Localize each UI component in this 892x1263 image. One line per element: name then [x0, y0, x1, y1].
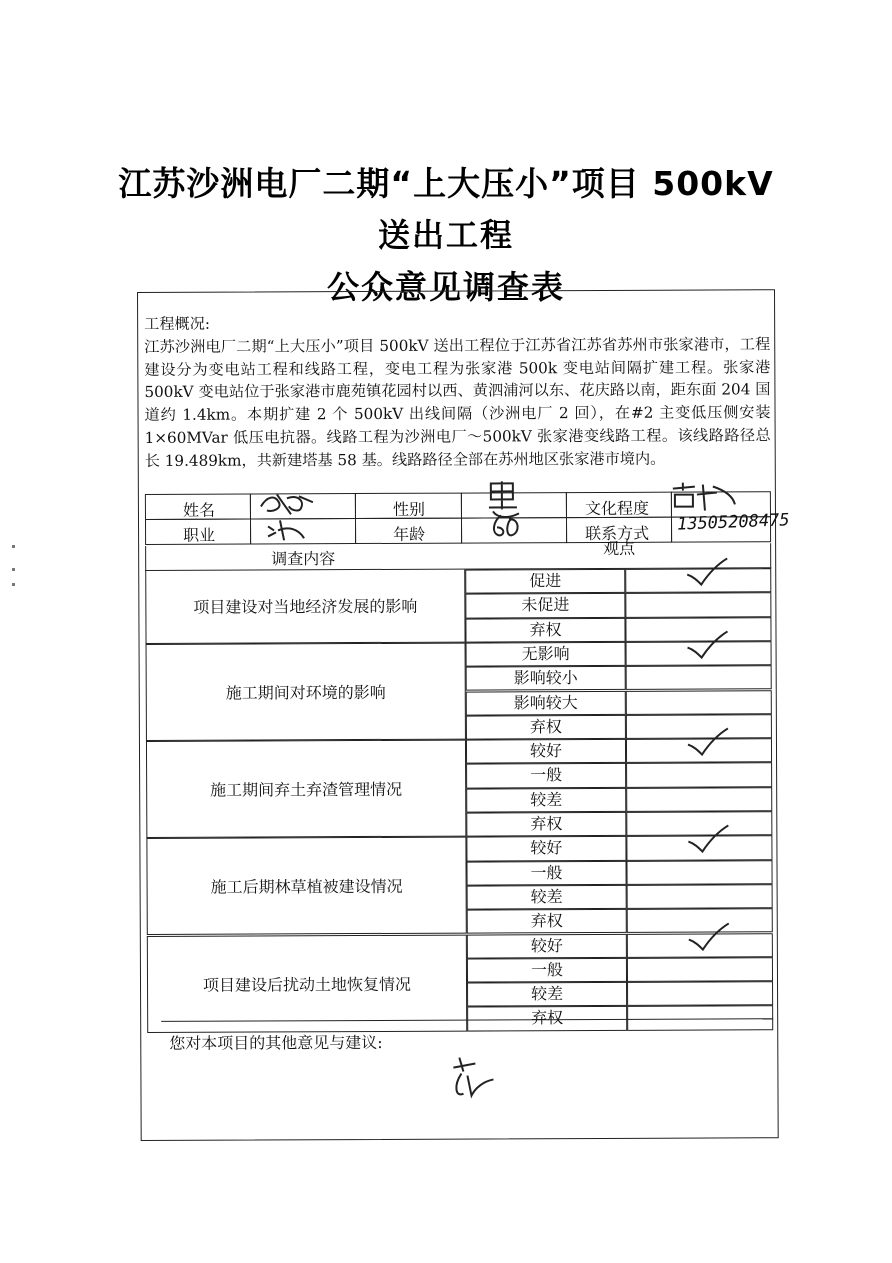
scan-mark — [12, 568, 15, 571]
survey-option-cell — [466, 860, 626, 885]
survey-checkbox-cell[interactable] — [627, 884, 773, 909]
survey-option-label: 未促进 — [521, 595, 570, 615]
contact-label: 联系方式 — [585, 523, 650, 544]
scan-mark — [12, 583, 15, 586]
checkmark-icon — [685, 556, 729, 586]
occupation-label: 职业 — [183, 525, 216, 545]
survey-question-cell — [147, 934, 467, 1033]
survey-option-label: 较差 — [531, 984, 564, 1004]
survey-option-cell — [467, 982, 627, 1007]
project-overview — [144, 310, 771, 472]
survey-option-label: 弃权 — [530, 814, 563, 834]
survey-option-cell — [467, 933, 627, 958]
checkmark-icon — [687, 921, 731, 951]
handwritten-name — [257, 488, 317, 518]
survey-question-cell — [146, 837, 466, 936]
survey-content-header: 调查内容 — [271, 549, 336, 569]
education-label: 文化程度 — [584, 498, 650, 519]
survey-option-cell — [466, 763, 626, 788]
survey-opinion-header: 观点 — [603, 538, 636, 558]
survey-question: 施工后期林草植被建设情况 — [210, 877, 403, 898]
survey-question: 项目建设对当地经济发展的影响 — [193, 597, 418, 618]
survey-question-cell — [146, 642, 466, 741]
handwritten-education — [669, 480, 739, 512]
checkmark-icon — [686, 824, 730, 854]
handwritten-age — [489, 511, 523, 539]
survey-question: 项目建设后扰动土地恢复情况 — [202, 974, 412, 995]
survey-option-cell — [466, 690, 626, 715]
survey-option-cell — [466, 642, 626, 667]
survey-option-cell — [466, 812, 626, 837]
survey-question-cell — [145, 570, 465, 644]
survey-option-label: 较好 — [530, 935, 563, 955]
survey-option-cell — [465, 593, 625, 618]
survey-checkbox-cell[interactable] — [626, 690, 772, 715]
survey-option-label: 弃权 — [530, 911, 563, 931]
survey-option-label: 促进 — [529, 571, 562, 591]
survey-option-cell — [467, 909, 627, 934]
survey-option-cell — [466, 715, 626, 740]
scan-mark — [12, 545, 15, 548]
survey-checkbox-cell[interactable] — [627, 981, 773, 1006]
survey-question-cell — [146, 740, 466, 839]
survey-option-cell — [466, 788, 626, 813]
survey-option-label: 弃权 — [531, 1008, 564, 1028]
survey-option-cell — [467, 885, 627, 910]
survey-option-cell — [466, 836, 626, 861]
survey-checkbox-cell[interactable] — [626, 665, 772, 690]
survey-option-label: 较差 — [530, 789, 563, 809]
survey-checkbox-cell[interactable] — [625, 593, 771, 618]
survey-option-cell — [465, 617, 625, 642]
survey-option-cell — [467, 958, 627, 983]
title-line-3: 公众意见调查表 — [326, 268, 565, 306]
survey-question: 施工期间对环境的影响 — [225, 682, 386, 703]
handwritten-occupation — [264, 516, 309, 542]
survey-option-label: 一般 — [530, 862, 563, 882]
suggestion-label: 您对本项目的其他意见与建议: — [169, 1032, 383, 1053]
title-line-1: 江苏沙洲电厂二期“上大压小”项目 500kV — [118, 164, 774, 203]
survey-option-cell — [465, 569, 625, 594]
survey-option-label: 较差 — [530, 887, 563, 907]
handwritten-suggestion — [449, 1051, 497, 1101]
survey-option-label: 一般 — [530, 765, 563, 785]
survey-option-cell — [466, 666, 626, 691]
checkmark-icon — [686, 727, 730, 757]
survey-option-cell — [466, 739, 626, 764]
overview-label: 工程概况: — [144, 314, 211, 333]
survey-checkbox-cell[interactable] — [627, 957, 773, 982]
survey-option-label: 弃权 — [529, 716, 562, 737]
name-label: 姓名 — [182, 500, 216, 520]
survey-option-label: 无影响 — [521, 644, 570, 664]
survey-form — [137, 289, 790, 1141]
survey-question: 施工期间弃土弃渣管理情况 — [210, 780, 403, 800]
checkmark-icon — [685, 629, 729, 659]
gender-label: 性别 — [392, 499, 426, 519]
title-line-2: 送出工程 — [377, 216, 514, 254]
age-label: 年龄 — [393, 524, 426, 544]
survey-option-label: 影响较小 — [513, 668, 578, 688]
survey-option-label: 较好 — [530, 838, 563, 858]
survey-option-label: 弃权 — [529, 619, 562, 639]
contact-value: 13505208475 — [676, 510, 790, 535]
survey-option-label: 较好 — [529, 741, 563, 761]
survey-option-label: 影响较大 — [513, 692, 578, 712]
overview-text: 江苏沙洲电厂二期“上大压小”项目 500kV 送出工程位于江苏省江苏省苏州市张家港市，工程建设分为变电站工程和线路工程，变电工程为张家港 500k 变电站间隔扩建工程。张家港 500kV 变电站位于张家港市鹿苑镇花园村以西、黄泗浦河以东、花庆路以南，距东面 204 国道约 1.4km。本期扩建 2 个 500kV 出线间隔（沙洲电厂 2 回），在#2 主变低压侧安装 1×60MVar 低压电抗器。线路工程为沙洲电厂～500kV 张家港变线路工程。该线路路径总长 19.489km，共新建塔基 58 基。线路路径全部在苏州地区张家港市境内。 — [144, 335, 771, 470]
survey-option-label: 一般 — [530, 959, 564, 980]
survey-checkbox-cell[interactable] — [626, 763, 772, 788]
survey-header-row — [145, 543, 771, 571]
survey-checkbox-cell[interactable] — [626, 787, 772, 812]
survey-checkbox-cell[interactable] — [626, 860, 772, 885]
